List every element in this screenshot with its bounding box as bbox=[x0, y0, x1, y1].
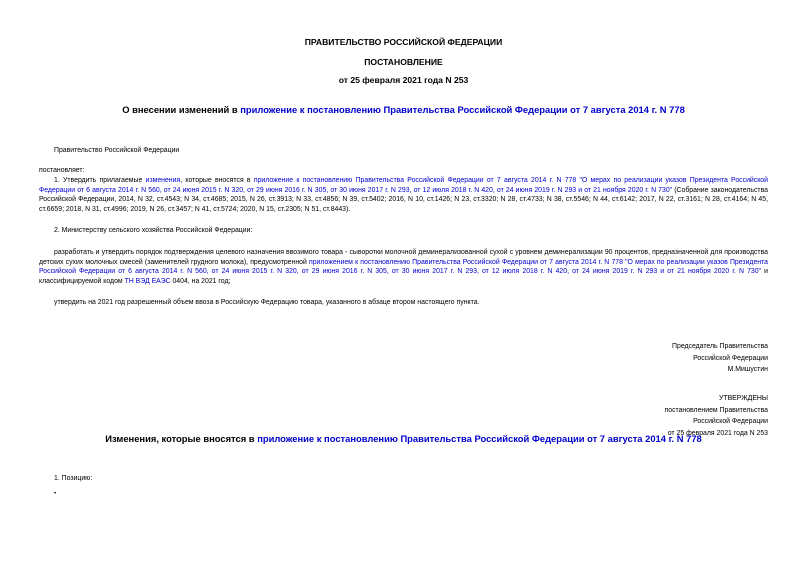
signature-line-2: Российской Федерации bbox=[693, 354, 768, 362]
paragraph-3 bbox=[39, 248, 768, 286]
changes-title-prefix: Изменения, которые вносятся в bbox=[105, 433, 258, 444]
p3-text-1: разработать и утвердить порядок подтверждения целевого назначения ввозимого товара - сыворотки молочной деминерализованной сухой с уровнем деминерализации 90 процентов, предназначенной для производства детских сухих молочных смесей (заменителей грудного молока), предусмотренной bbox=[39, 249, 768, 266]
paragraph-4: утвердить на 2021 год разрешенный объем ввоза в Российскую Федерацию товара, указанного в абзаце втором настоящего пункта. bbox=[54, 299, 480, 306]
approved-line-3: Российской Федерации bbox=[693, 418, 768, 425]
signature-line-3: М.Мишустин bbox=[727, 366, 768, 373]
signature-line-1: Председатель Правительства bbox=[672, 343, 768, 350]
postanovlyaet-text: постановляет: bbox=[39, 167, 85, 174]
p1-link-appendix[interactable]: приложение к постановлению Правительства Российской Федерации от 7 августа 2014 г. N 778 "О мерах по реализации указов Президента Российской Федерации от 6 августа 2014 г. N 560, от 24 июня 2015 г. N 320, от 29 июня 2016 г. N 305, от 30 июня 2017 г. N 293, от 12 июля 2018 г. N 420, от 24 июня 2019 г. N 293 и от 21 ноября 2020 г. N 730" bbox=[39, 177, 768, 194]
bullet-marker: • bbox=[54, 491, 57, 497]
p1-text-1: 1. Утвердить прилагаемые bbox=[54, 177, 146, 184]
p1-link-changes[interactable]: изменения bbox=[145, 177, 181, 184]
changes-title bbox=[0, 433, 807, 444]
approved-line-4: от 25 февраля 2021 года N 253 bbox=[667, 429, 768, 437]
approved-line-2: постановлением Правительства bbox=[664, 406, 768, 414]
item-1-text: 1. Позицию: bbox=[54, 475, 93, 482]
paragraph-2: 2. Министерству сельского хозяйства Российской Федерации: bbox=[54, 227, 253, 234]
approved-line-1: УТВЕРЖДЕНЫ bbox=[719, 395, 768, 402]
changes-title-link[interactable]: приложение к постановлению Правительства Российской Федерации от 7 августа 2014 г. N 778 bbox=[257, 433, 702, 444]
p3-text-2: и классифицируемой кодом bbox=[39, 268, 768, 285]
government-header: ПРАВИТЕЛЬСТВО РОССИЙСКОЙ ФЕДЕРАЦИИ bbox=[304, 37, 503, 47]
p1-text-3: (Собрание законодательства Российской Федерации, 2014, N 32, ст.4543; N 34, ст.4685; 2015, N 26, ст.3913; N 33, ст.4856; N 39, ст.5402; 2016, N 10, ст.1426; N 23, ст.3320; N 28, ст.4733; N 38, ст.5546; N 44, ст.6142; 2017, N 22, ст.3161; N 28, ст.4164; N 45, ст.6659; 2018, N 31, ст.4996; 2019, N 26, ст.3457; N 41, ст.5724; 2020, N 15, ст.2305; N 51, ст.8443). bbox=[39, 186, 768, 213]
paragraph-1 bbox=[39, 176, 768, 214]
p3-text-3: 0404, на 2021 год; bbox=[170, 277, 231, 285]
title-link[interactable]: приложение к постановлению Правительства Российской Федерации от 7 августа 2014 г. N 778 bbox=[240, 104, 685, 115]
p3-link-appendix[interactable]: приложением к постановлению Правительства Российской Федерации от 7 августа 2014 г. N 778 "О мерах по реализации указов Президента Российской Федерации от 6 августа 2014 г. N 560, от 24 июня 2015 г. N 320, от 29 июня 2016 г. N 305, от 30 июня 2017 г. N 293, от 12 июля 2018 г. N 420, от 24 июня 2019 г. N 293 и от 21 ноября 2020 г. N 730" bbox=[39, 258, 768, 276]
p1-text-2: , которые вносятся в bbox=[180, 177, 254, 184]
title-prefix: О внесении изменений в bbox=[122, 104, 241, 115]
p3-link-tnved[interactable]: ТН ВЭД ЕАЭС bbox=[124, 277, 171, 285]
page-title bbox=[0, 104, 807, 115]
doc-type: ПОСТАНОВЛЕНИЕ bbox=[364, 57, 443, 67]
date-number: от 25 февраля 2021 года N 253 bbox=[338, 75, 469, 85]
intro-text: Правительство Российской Федерации bbox=[54, 147, 180, 154]
signature-block bbox=[672, 341, 768, 376]
